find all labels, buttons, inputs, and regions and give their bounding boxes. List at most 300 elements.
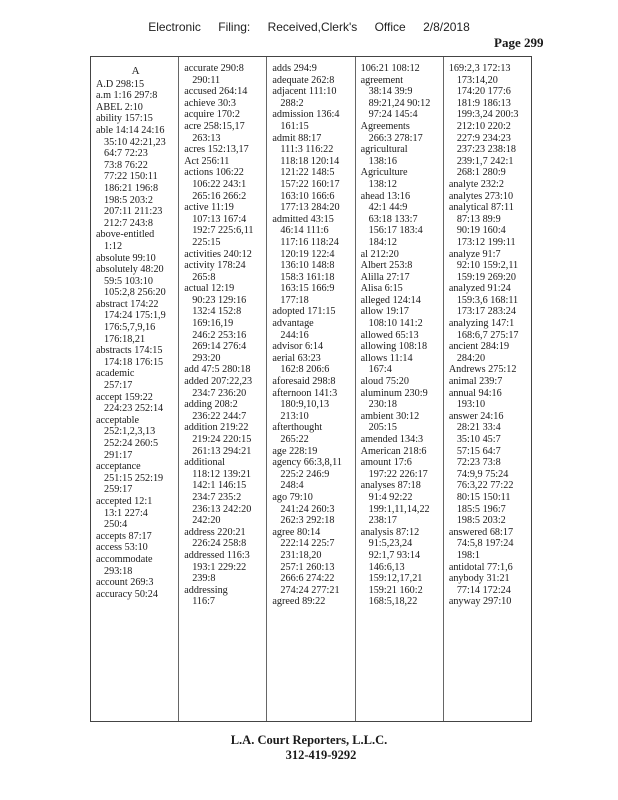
index-entry: [272, 133, 351, 214]
index-reference: 177:18: [280, 294, 309, 306]
index-entry: [361, 144, 440, 167]
index-reference: 91:4 92:22: [368, 491, 413, 503]
index-reference: 90:23 129:16: [192, 294, 247, 306]
index-reference: 72:23 73:8: [456, 457, 501, 469]
index-reference: 274:24 277:21: [280, 584, 340, 596]
index-term: adding 208:2: [184, 399, 238, 411]
index-reference: 121:22 148:5: [280, 167, 335, 179]
index-term: ancient 284:19: [448, 341, 510, 353]
index-entry: [361, 341, 440, 353]
index-entry: [96, 554, 175, 577]
index-term: alleged 124:14: [360, 294, 421, 306]
index-entry: [96, 368, 175, 391]
page-number: Page 299: [494, 35, 544, 50]
index-entry: [449, 376, 528, 388]
index-reference: 76:3,22 77:22: [456, 480, 514, 492]
index-reference: 226:24 258:8: [192, 538, 247, 550]
index-reference: 163:10 166:6: [280, 190, 335, 202]
index-entry: [361, 457, 440, 480]
index-entry: [449, 179, 528, 191]
index-term: Alilla 27:17: [360, 271, 410, 283]
index-term: allowing 108:18: [360, 341, 428, 353]
index-reference: 35:10 45:7: [456, 434, 501, 445]
index-term: achieve 30:3: [184, 97, 236, 109]
index-entry: [184, 364, 263, 376]
index-term: abstract 174:22: [96, 298, 159, 310]
index-reference: 73:8 76:22: [104, 159, 148, 171]
index-entry: [96, 299, 175, 345]
index-term: analyzing 147:1: [448, 318, 515, 330]
index-reference: 97:24 145:4: [368, 109, 418, 121]
index-term: above-entitled: [96, 229, 155, 241]
efiling-stamp: [0, 20, 618, 34]
index-reference: 173:14,20: [456, 74, 498, 86]
index-term: afternoon 141:3: [272, 387, 338, 399]
index-reference: 199:3,24 200:3: [456, 109, 519, 121]
index-entry: [449, 341, 528, 364]
index-entry: [449, 596, 528, 608]
index-entry: [96, 90, 175, 102]
index-term: analytes 273:10: [448, 190, 514, 202]
index-reference: 59:5 103:10: [104, 275, 153, 287]
index-reference: 269:14 276:4: [192, 341, 247, 353]
index-entry: [184, 144, 263, 156]
index-term: addition 219:22: [184, 422, 249, 434]
index-reference: 239:1,7 242:1: [456, 155, 514, 167]
index-reference: 46:14 111:6: [280, 225, 329, 237]
index-term: analyses 87:18: [360, 480, 421, 492]
index-reference: 251:15 252:19: [104, 472, 164, 484]
index-entry: [184, 167, 263, 202]
index-reference: 205:15: [368, 422, 397, 434]
index-reference: 90:19 160:4: [456, 225, 506, 237]
index-term: absolute 99:10: [96, 252, 156, 264]
index-reference: 222:14 225:7: [280, 538, 335, 550]
index-entry: [96, 79, 175, 91]
index-entry: [361, 353, 440, 376]
index-term: adopted 171:15: [272, 306, 336, 318]
index-reference: 266:3 278:17: [368, 132, 423, 144]
index-reference: 80:15 150:11: [456, 491, 511, 503]
index-reference: 224:23 252:14: [104, 403, 164, 415]
index-entry: [96, 577, 175, 589]
index-entry: [184, 156, 263, 168]
index-reference: 174:18 176:15: [104, 356, 164, 368]
index-term: agreed 89:22: [272, 596, 326, 608]
index-entry: [449, 562, 528, 574]
index-term: Alisa 6:15: [360, 283, 403, 295]
index-reference: 263:13: [192, 132, 221, 144]
index-entry: [449, 411, 528, 527]
index-entry: [272, 376, 351, 388]
index-term: answered 68:17: [448, 526, 514, 538]
index-reference: 225:15: [192, 236, 221, 248]
index-entry: [361, 306, 440, 329]
index-reference: 77:22 150:11: [104, 171, 158, 183]
index-term: allowed 65:13: [360, 329, 419, 341]
index-entry: [184, 109, 263, 121]
index-term: accuracy 50:24: [96, 588, 158, 600]
index-term: anyway 297:10: [448, 596, 512, 608]
index-reference: 198:5 203:2: [104, 194, 153, 206]
index-reference: 13:1 227:4: [104, 507, 148, 519]
efiling-part: Filing:: [218, 20, 251, 34]
index-term: activity 178:24: [184, 260, 246, 272]
index-reference: 169:16,19: [192, 318, 234, 330]
index-entry: [184, 457, 263, 527]
index-entry: [449, 202, 528, 248]
index-entry: [272, 446, 351, 458]
index-entry: [184, 63, 263, 86]
index-reference: 261:13 294:21: [192, 445, 252, 457]
index-reference: 257:17: [104, 380, 133, 392]
efiling-part: 2/8/2018: [423, 20, 470, 34]
index-entry: [361, 295, 440, 307]
index-reference: 1:12: [104, 240, 123, 252]
index-entry: [361, 411, 440, 434]
index-term: aloud 75:20: [360, 376, 409, 388]
index-term: adequate 262:8: [272, 74, 335, 86]
index-entry: [272, 75, 351, 87]
index-reference: 239:8: [192, 573, 216, 585]
index-term: acres 152:13,17: [184, 144, 249, 156]
index-reference: 265:16 266:2: [192, 190, 247, 202]
index-term: amount 17:6: [360, 457, 412, 469]
index-reference: 120:19 122:4: [280, 248, 335, 260]
index-entry: [184, 202, 263, 248]
index-reference: 259:17: [104, 484, 133, 496]
index-reference: 64:7 72:23: [104, 148, 148, 160]
index-reference: 219:24 220:15: [192, 434, 252, 445]
index-term: a.m 1:16 297:8: [96, 90, 158, 102]
index-entry: [184, 86, 263, 98]
index-reference: 28:21 33:4: [456, 422, 501, 434]
index-reference: 161:15: [280, 120, 309, 132]
index-term: Agriculture: [360, 167, 408, 179]
index-reference: 241:24 260:3: [280, 503, 335, 515]
section-letter: A: [131, 65, 140, 77]
index-entry: [184, 249, 263, 261]
index-entry: [96, 229, 175, 252]
index-entry: [449, 318, 528, 341]
efiling-part: Electronic: [148, 20, 201, 34]
index-entry: [361, 249, 440, 261]
index-reference: 266:6 274:22: [280, 573, 335, 585]
index-entry: [449, 364, 528, 376]
index-term: active 11:19: [184, 202, 234, 214]
index-entry: [272, 63, 351, 75]
index-reference: 207:11 211:23: [104, 206, 163, 218]
index-column: [356, 57, 444, 721]
index-reference: 197:22 226:17: [368, 468, 428, 480]
index-reference: 291:17: [104, 449, 133, 461]
index-term: admitted 43:15: [272, 213, 334, 225]
index-reference: 227:9 234:23: [456, 132, 511, 144]
index-reference: 91:5,23,24: [368, 538, 413, 550]
index-reference: 213:10: [280, 410, 309, 422]
index-term: accepts 87:17: [96, 530, 152, 542]
index-reference: 180:9,10,13: [280, 399, 330, 411]
efiling-part: Office: [374, 20, 406, 34]
index-term: analyze 91:7: [448, 248, 501, 260]
index-reference: 176:18,21: [104, 333, 146, 345]
index-entry: [361, 272, 440, 284]
footer: [0, 733, 618, 763]
index-entry: [96, 102, 175, 114]
index-reference: 193:10: [456, 399, 486, 411]
index-term: 169:2,3 172:13: [448, 63, 511, 74]
index-term: accommodate: [96, 553, 153, 565]
index-term: anybody 31:21: [448, 573, 510, 585]
index-entry: [184, 376, 263, 399]
index-reference: 136:10 148:8: [280, 260, 335, 272]
index-term: agreement: [360, 74, 404, 86]
index-reference: 159:19 269:20: [456, 271, 516, 283]
index-reference: 117:16 118:24: [280, 236, 339, 248]
index-term: addressing: [184, 584, 228, 596]
index-entry: [361, 75, 440, 121]
index-reference: 107:13 167:4: [192, 213, 247, 225]
index-term: admission 136:4: [272, 109, 340, 121]
index-reference: 250:4: [104, 519, 128, 531]
index-term: absolutely 48:20: [96, 264, 164, 276]
index-reference: 192:7 225:6,11: [192, 225, 254, 237]
index-entry: [272, 306, 351, 318]
index-reference: 159:21 160:2: [368, 584, 423, 596]
index-reference: 230:18: [368, 399, 397, 411]
index-term: access 53:10: [96, 542, 148, 554]
index-term: Act 256:11: [184, 155, 230, 167]
index-entry: [184, 260, 263, 283]
index-term: animal 239:7: [448, 376, 503, 388]
index-term: ahead 13:16: [360, 190, 411, 202]
index-reference: 268:1 280:9: [456, 167, 506, 179]
index-entry: [361, 191, 440, 249]
index-entry: [361, 167, 440, 190]
index-reference: 158:3 161:18: [280, 271, 335, 283]
index-reference: 262:3 292:18: [280, 515, 335, 527]
index-term: advantage: [272, 318, 314, 330]
index-term: agricultural: [360, 144, 408, 156]
index-term: agency 66:3,8,11: [272, 457, 342, 469]
index-entry: [96, 531, 175, 543]
index-reference: 77:14 172:24: [456, 584, 511, 596]
index-entry: [96, 253, 175, 265]
index-entry: [449, 527, 528, 562]
index-reference: 111:3 116:22: [280, 144, 334, 156]
index-term: answer 24:16: [448, 410, 504, 422]
index-reference: 167:4: [368, 364, 392, 376]
index-term: additional: [184, 457, 225, 469]
index-reference: 159:3,6 168:11: [456, 294, 519, 306]
index-entry: [449, 388, 528, 411]
index-entry: [272, 527, 351, 597]
index-entry: [96, 415, 175, 461]
index-reference: 173:17 283:24: [456, 306, 516, 318]
index-entry: [272, 353, 351, 376]
index-reference: 246:2 253:16: [192, 329, 247, 341]
index-entry: [361, 63, 440, 75]
index-reference: 265:22: [280, 434, 309, 445]
index-term: acre 258:15,17: [184, 120, 245, 132]
index-term: activities 240:12: [184, 248, 252, 260]
index-reference: 174:24 175:1,9: [104, 310, 166, 322]
index-entry: [96, 264, 175, 299]
index-entry: [449, 283, 528, 318]
index-entry: [184, 585, 263, 608]
index-reference: 288:2: [280, 97, 304, 109]
index-term: Andrews 275:12: [448, 364, 517, 376]
index-reference: 168:5,18,22: [368, 596, 418, 608]
index-reference: 105:2,8 256:20: [104, 287, 166, 299]
index-term: age 228:19: [272, 445, 318, 457]
index-entry: [272, 596, 351, 608]
index-reference: 181:9 186:13: [456, 97, 511, 109]
index-reference: 146:6,13: [368, 561, 405, 573]
index-reference: 159:12,17,21: [368, 573, 423, 585]
index-reference: 238:17: [368, 515, 397, 527]
index-entry: [184, 283, 263, 364]
index-term: ability 157:15: [96, 113, 153, 125]
index-reference: 106:22 243:1: [192, 178, 247, 190]
index-reference: 138:12: [368, 178, 397, 190]
index-term: annual 94:16: [448, 387, 502, 399]
index-reference: 156:17 183:4: [368, 225, 423, 237]
index-entry: [272, 388, 351, 423]
index-entry: [361, 330, 440, 342]
index-reference: 162:8 206:6: [280, 364, 330, 376]
index-term: accurate 290:8: [184, 63, 244, 74]
index-term: allow 19:17: [360, 306, 409, 318]
index-term: able 14:14 24:16: [96, 124, 165, 136]
index-entry: [361, 121, 440, 144]
index-reference: 92:1,7 93:14: [368, 549, 421, 561]
index-reference: 252:1,2,3,13: [104, 426, 156, 438]
index-term: agree 80:14: [272, 526, 321, 538]
index-column: [444, 57, 531, 721]
index-entry: [449, 249, 528, 284]
index-reference: 237:23 238:18: [456, 144, 516, 156]
index-entry: [184, 550, 263, 585]
index-reference: 63:18 133:7: [368, 213, 418, 225]
index-entry: [361, 446, 440, 458]
index-entry: [184, 98, 263, 110]
index-reference: 225:2 246:9: [280, 468, 330, 480]
index-reference: 168:6,7 275:17: [456, 329, 519, 341]
index-term: adjacent 111:10: [272, 86, 337, 98]
index-reference: 118:18 120:14: [280, 155, 340, 167]
index-entry: [184, 121, 263, 144]
index-term: accept 159:22: [96, 391, 153, 403]
index-reference: 185:5 196:7: [456, 503, 506, 515]
index-column: [91, 57, 179, 721]
index-entry: [272, 86, 351, 109]
index-reference: 132:4 152:8: [192, 306, 242, 318]
index-term: aerial 63:23: [272, 352, 321, 364]
index-reference: 199:1,11,14,22: [368, 503, 430, 515]
index-term: antidotal 77:1,6: [448, 561, 513, 573]
index-term: allows 11:14: [360, 352, 413, 364]
index-reference: 157:22 160:17: [280, 178, 340, 190]
index-term: A.D 298:15: [96, 78, 145, 90]
footer-company: L.A. Court Reporters, L.L.C.: [230, 733, 388, 747]
index-entry: [361, 388, 440, 411]
index-term: 106:21 108:12: [360, 63, 420, 74]
index-reference: 38:14 39:9: [368, 86, 413, 98]
index-term: acquire 170:2: [184, 109, 240, 121]
index-entry: [96, 589, 175, 601]
index-entry: [96, 461, 175, 496]
index-reference: 244:16: [280, 329, 309, 341]
index-entry: [272, 214, 351, 307]
index-entry: [96, 345, 175, 368]
index-reference: 87:13 89:9: [456, 213, 501, 225]
index-reference: 116:7: [192, 596, 216, 608]
index-term: adds 294:9: [272, 63, 317, 74]
index-reference: 193:1 229:22: [192, 561, 247, 573]
index-column: [267, 57, 355, 721]
index-reference: 186:21 196:8: [104, 182, 159, 194]
index-term: address 220:21: [184, 526, 246, 538]
index-reference: 35:10 42:21,23: [104, 136, 166, 148]
index-term: analyte 232:2: [448, 178, 504, 190]
index-entry: [272, 492, 351, 527]
index-reference: 163:15 166:9: [280, 283, 335, 295]
index-reference: 212:7 243:8: [104, 217, 153, 229]
index-entry: [96, 542, 175, 554]
index-term: ABEL 2:10: [96, 101, 143, 113]
index-reference: 212:10 220:2: [456, 120, 511, 132]
index-entry: [272, 318, 351, 341]
index-reference: 236:22 244:7: [192, 410, 247, 422]
footer-phone: 312-419-9292: [285, 748, 357, 762]
index-term: accused 264:14: [184, 86, 248, 98]
index-term: analyzed 91:24: [448, 283, 511, 295]
index-term: analytical 87:11: [448, 202, 514, 214]
index-entry: [272, 457, 351, 492]
index-reference: 242:20: [192, 515, 221, 527]
index-term: aforesaid 298:8: [272, 376, 336, 388]
index-reference: 198:5 203:2: [456, 515, 506, 527]
index-term: account 269:3: [96, 577, 154, 589]
index-term: advisor 6:14: [272, 341, 324, 353]
index-term: acceptance: [96, 461, 141, 473]
index-frame: [90, 56, 532, 722]
index-term: accepted 12:1: [96, 495, 153, 507]
index-reference: 236:13 242:20: [192, 503, 252, 515]
index-entry: [184, 527, 263, 550]
index-reference: 108:10 141:2: [368, 318, 423, 330]
index-reference: 284:20: [456, 352, 486, 364]
index-entry: [96, 125, 175, 229]
efiling-part: Received,Clerk's: [267, 20, 358, 34]
index-entry: [272, 341, 351, 353]
index-term: analysis 87:12: [360, 526, 420, 538]
index-reference: 89:21,24 90:12: [368, 97, 431, 109]
index-reference: 248:4: [280, 480, 304, 492]
index-entry: [361, 260, 440, 272]
index-term: actions 106:22: [184, 167, 244, 179]
index-term: American 218:6: [360, 445, 427, 457]
index-term: ago 79:10: [272, 491, 313, 503]
index-entry: [184, 422, 263, 457]
index-entry: [184, 399, 263, 422]
index-reference: 265:8: [192, 271, 216, 283]
index-reference: 74:9,9 75:24: [456, 468, 509, 480]
index-entry: [449, 573, 528, 596]
index-entry: [272, 109, 351, 132]
index-reference: 173:12 199:11: [456, 236, 516, 248]
